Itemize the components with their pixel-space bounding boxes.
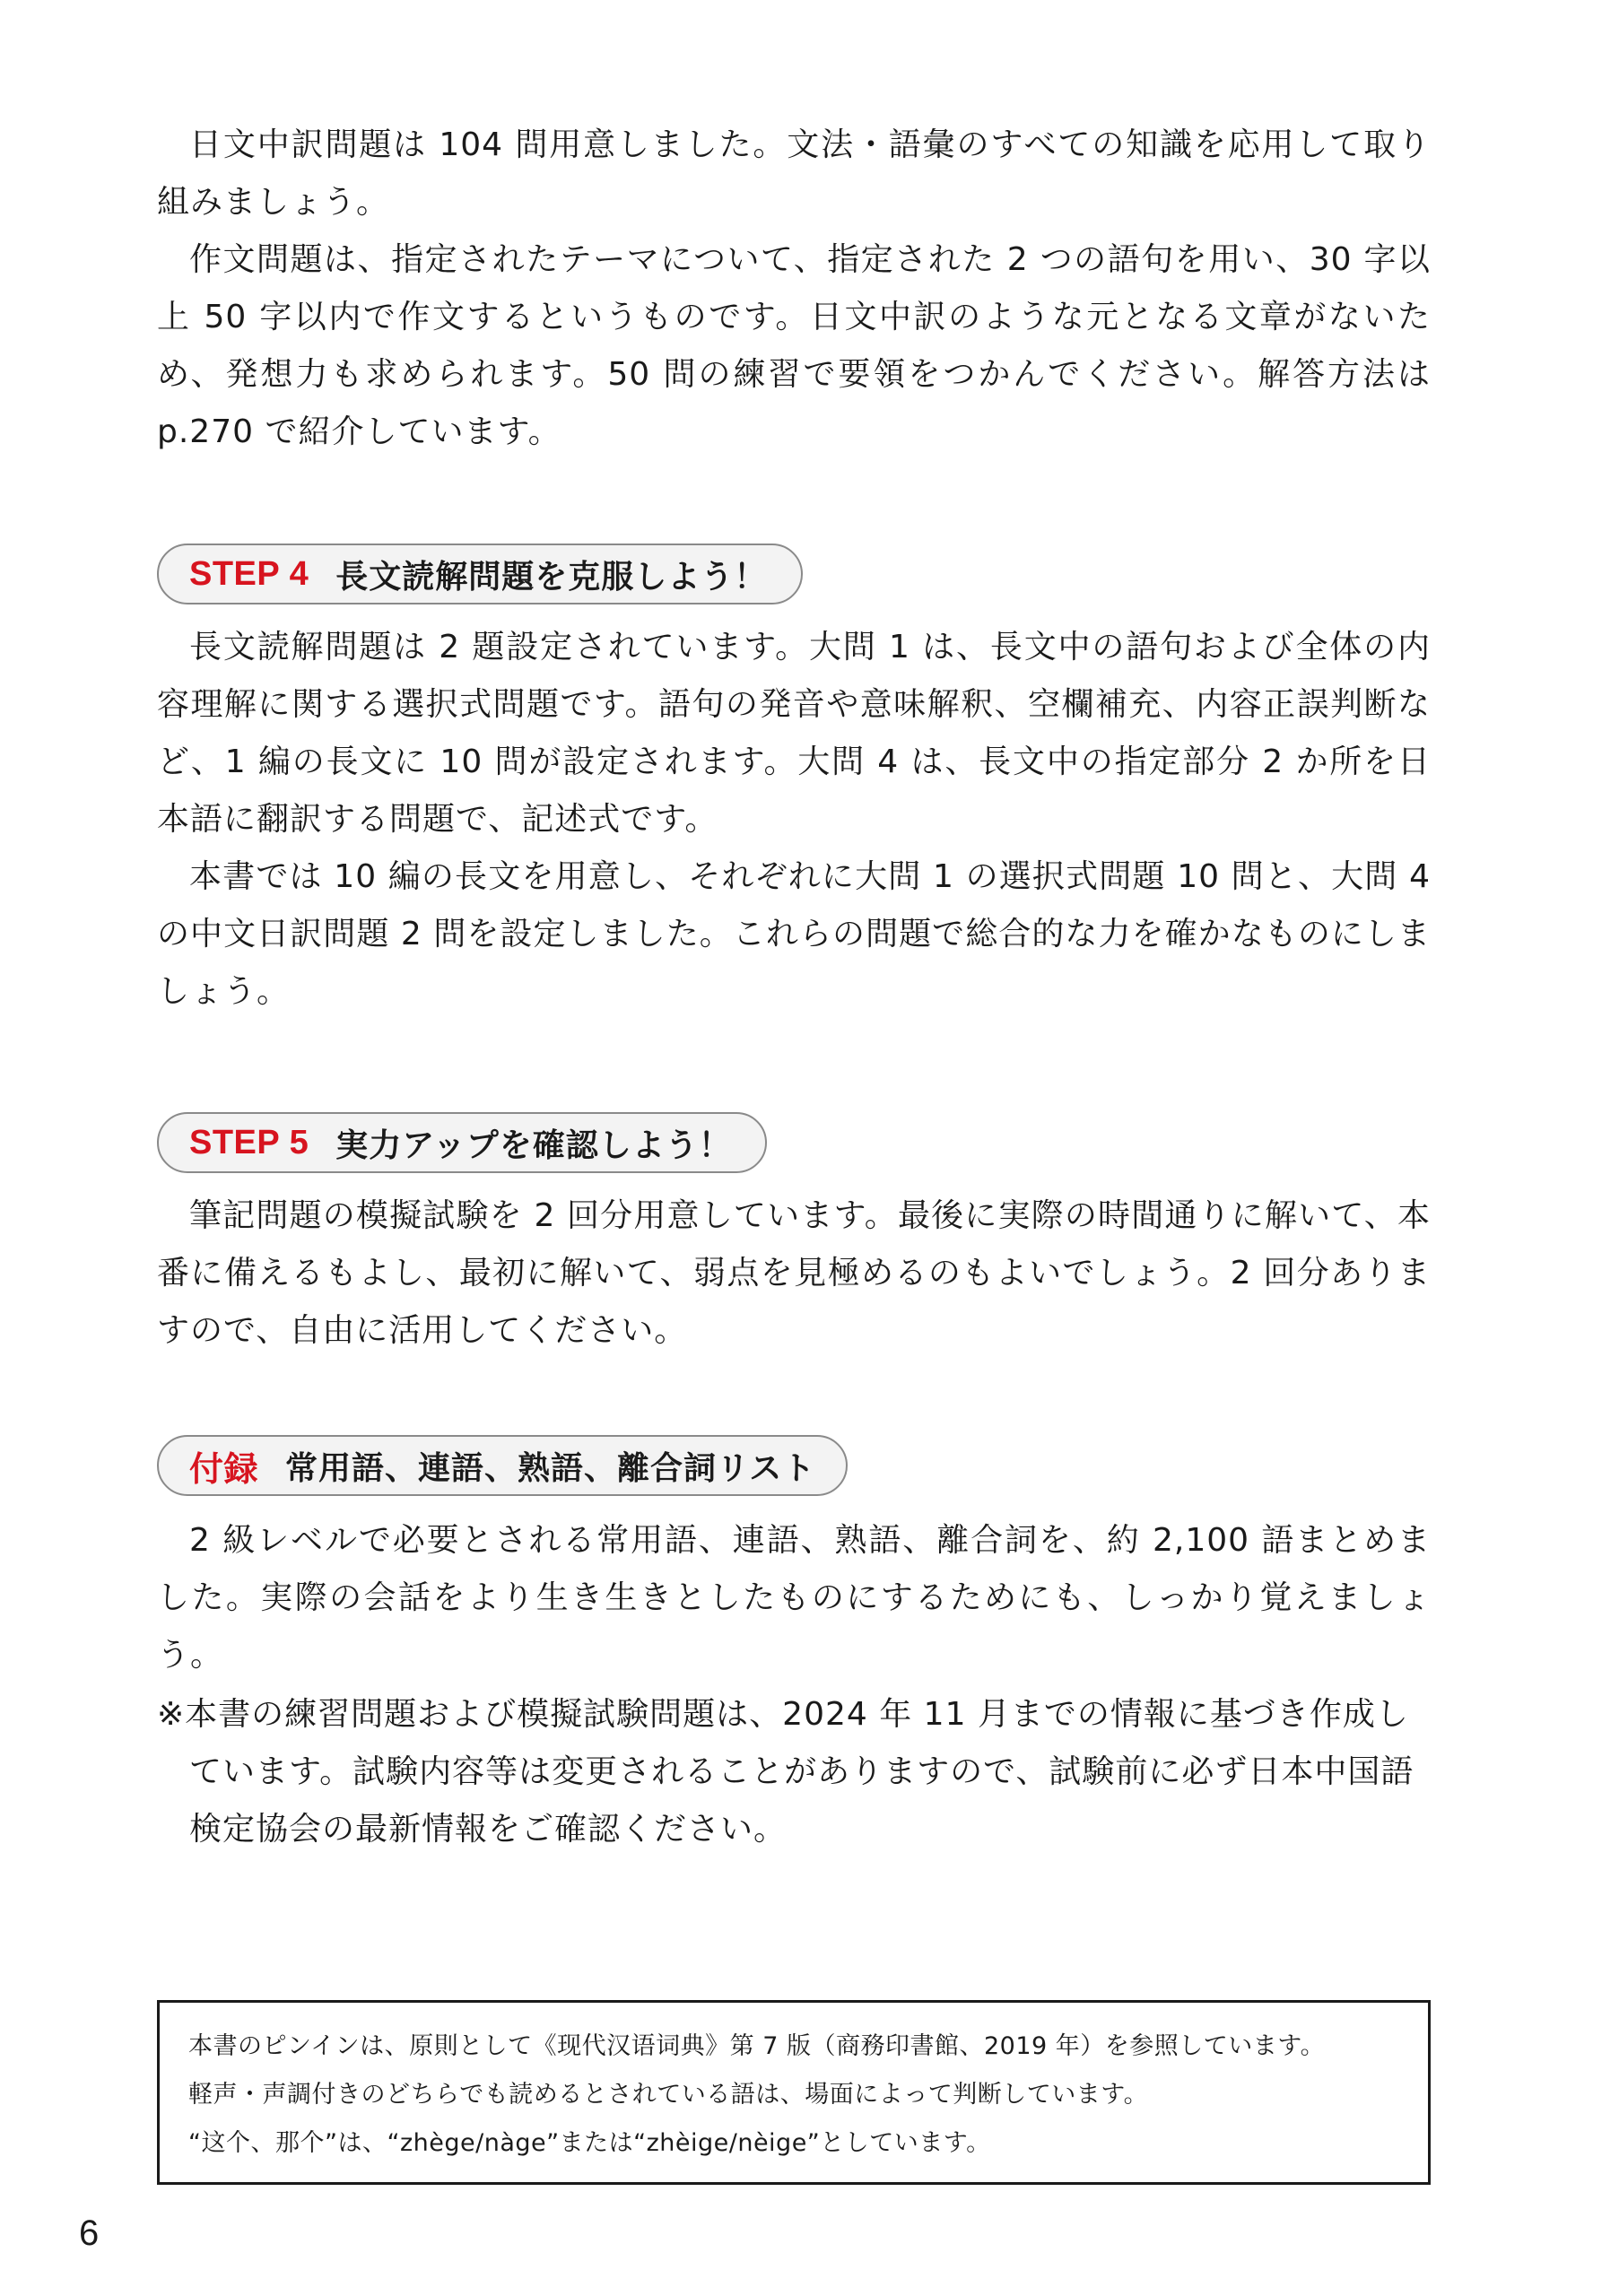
appendix-title: 常用語、連語、熟語、離合詞リスト (285, 1449, 816, 1487)
step5-heading (157, 1112, 767, 1173)
step5-label: STEP 5 (189, 1123, 309, 1161)
page-number: 6 (79, 2213, 100, 2253)
pinyin-note-line-2: 軽声・声調付きのどちらでも読めるとされている語は、場面によって判断しています。 (188, 2081, 1149, 2109)
intro-paragraph-composition: 作文問題は、指定されたテーマについて、指定された 2 つの語句を用い、30 字以上 50 字以内で作文するというものです。日文中訳のような元となる文章がないため、発想力も求められます。50 問の練習で要領をつかんでください。解答方法は p.270 で紹介しています。 (157, 241, 1431, 450)
appendix-heading (157, 1435, 848, 1496)
pinyin-note-line-3: “这个、那个”は、“zhège/nàge”または“zhèige/nèige”としています。 (188, 2129, 991, 2157)
step4-heading (157, 544, 803, 604)
step4-title: 長文読解問題を克服しよう！ (335, 558, 768, 596)
step5-paragraph: 筆記問題の模擬試験を 2 回分用意しています。最後に実際の時間通りに解いて、本番に備えるもよし、最初に解いて、弱点を見極めるのもよいでしょう。2 回分ありますので、自由に活用してください。 (157, 1197, 1431, 1349)
pinyin-note-line-1: 本書のピンインは、原則として《现代汉语词典》第 7 版（商務印書館、2019 年）を参照しています。 (188, 2032, 1326, 2060)
pinyin-note-box (157, 2000, 1431, 2185)
disclaimer-note: ※本書の練習問題および模擬試験問題は、2024 年 11 月までの情報に基づき作成しています。試験内容等は変更されることがありますので、試験前に必ず日本中国語検定協会の最新情報をご確認ください。 (157, 1696, 1414, 1848)
step4-paragraph-2: 本書では 10 編の長文を用意し、それぞれに大問 1 の選択式問題 10 問と、大問 4 の中文日訳問題 2 問を設定しました。これらの問題で総合的な力を確かなものにしましょう。 (157, 858, 1431, 1010)
appendix-label: 付録 (189, 1450, 259, 1489)
step5-title: 実力アップを確認しよう！ (335, 1126, 732, 1164)
step4-paragraph-1: 長文読解問題は 2 題設定されています。大問 1 は、長文中の語句および全体の内容理解に関する選択式問題です。語句の発音や意味解釈、空欄補充、内容正誤判断など、1 編の長文に 10 問が設定されます。大問 4 は、長文中の指定部分 2 か所を日本語に翻訳する問題で、記述式です。 (157, 629, 1431, 838)
intro-paragraph-translation: 日文中訳問題は 104 問用意しました。文法・語彙のすべての知識を応用して取り組みましょう。 (157, 126, 1431, 221)
appendix-paragraph: 2 級レベルで必要とされる常用語、連語、熟語、離合詞を、約 2,100 語まとめました。実際の会話をより生き生きとしたものにするためにも、しっかり覚えましょう。 (157, 1522, 1431, 1674)
step4-label: STEP 4 (189, 554, 309, 593)
